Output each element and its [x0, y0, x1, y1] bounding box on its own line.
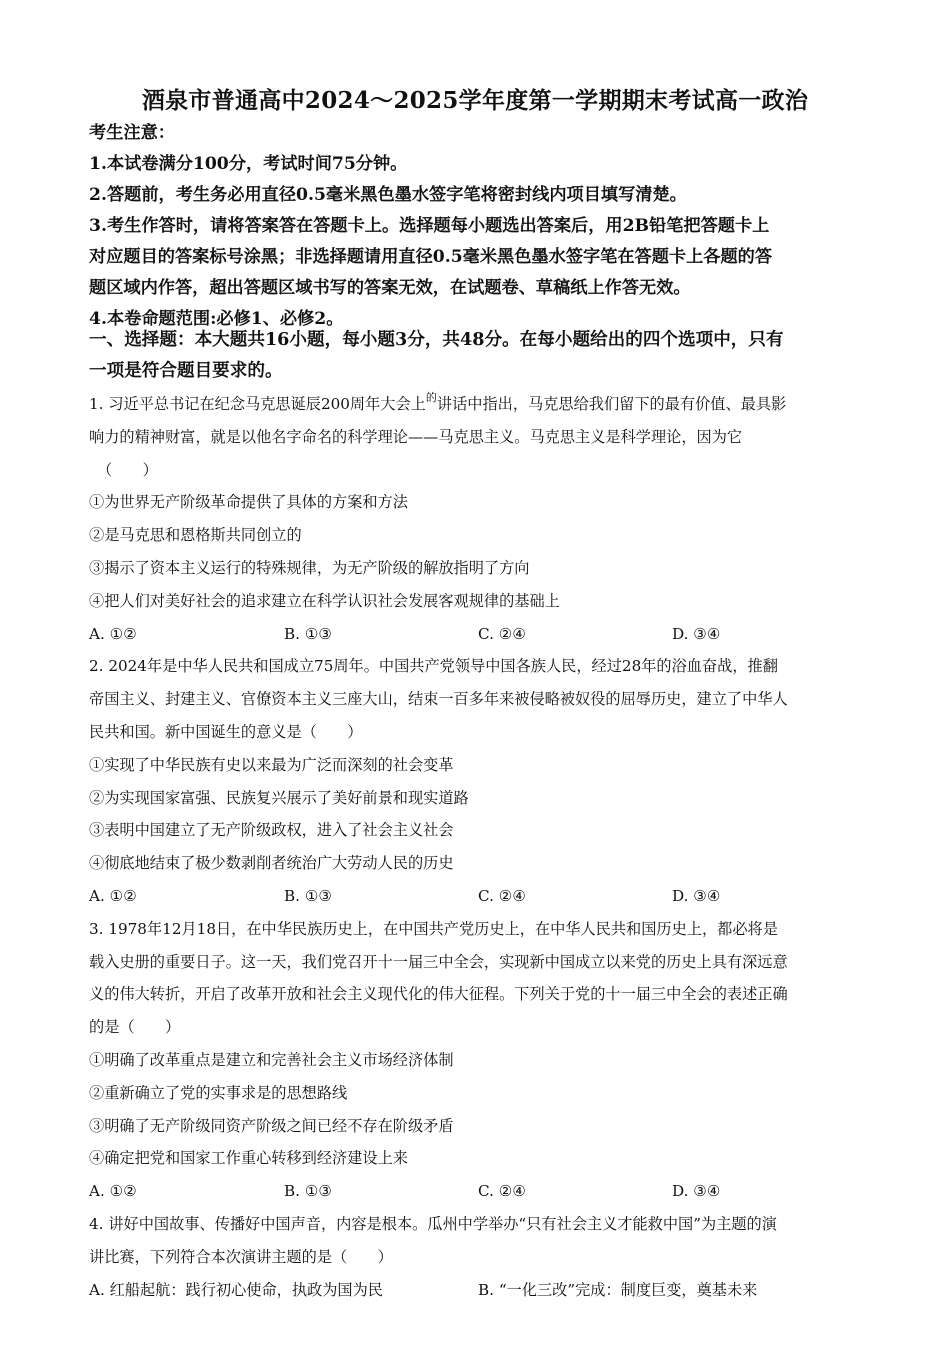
option-c: C. ②④ [478, 624, 526, 643]
section-line: 一项是符合题目要求的。 [89, 360, 283, 381]
question-item: ①明确了改革重点是建立和完善社会主义市场经济体制 [89, 1050, 454, 1069]
question-item: ②是马克思和恩格斯共同创立的 [89, 526, 302, 545]
question-list [89, 388, 864, 1306]
question-stem-line: 讲比赛，下列符合本次演讲主题的是（ ） [89, 1247, 393, 1266]
question-stem-line: 4. 讲好中国故事、传播好中国声音，内容是根本。瓜州中学举办“只有社会主义才能救中国”为主题的演 [89, 1214, 777, 1233]
question-stem-line: 义的伟大转折，开启了改革开放和社会主义现代化的伟大征程。下列关于党的十一届三中全会的表述正确 [89, 985, 788, 1004]
notice-heading: 考生注意： [89, 123, 175, 143]
question-item: ④彻底地结束了极少数剥削者统治广大劳动人民的历史 [89, 854, 454, 873]
question-item: ②重新确立了党的实事求是的思想路线 [89, 1083, 348, 1102]
exam-title: 酒泉市普通高中2024～2025学年度第一学期期末考试高一政治 [141, 87, 809, 114]
question-stem-line: 载入史册的重要日子。这一天，我们党召开十一届三中全会，实现新中国成立以来党的历史上具有深远意 [89, 952, 788, 971]
question-stem-line: 响力的精神财富，就是以他名字命名的科学理论——马克思主义。马克思主义是科学理论，因为它 [89, 427, 743, 446]
question-stem-line: 民共和国。新中国诞生的意义是（ ） [89, 722, 363, 741]
notice-line: 对应题目的答案标号涂黑；非选择题请用直径0.5毫米黑色墨水签字笔在答题卡上各题的答 [89, 247, 773, 267]
stem-part: 讲话中指出，马克思给我们留下的最有价值、最具影 [436, 395, 787, 413]
notice-line: 题区域内作答，超出答题区域书写的答案无效，在试题卷、草稿纸上作答无效。 [89, 278, 691, 298]
question-item: ③明确了无产阶级同资产阶级之间已经不存在阶级矛盾 [89, 1116, 454, 1135]
notice-line: 2.答题前，考生务必用直径0.5毫米黑色墨水签字笔将密封线内项目填写清楚。 [89, 185, 687, 205]
option-a: A. ①② [89, 886, 137, 905]
question-item: ③揭示了资本主义运行的特殊规律，为无产阶级的解放指明了方向 [89, 558, 530, 577]
question-item: ①实现了中华民族有史以来最为广泛而深刻的社会变革 [89, 755, 454, 774]
option-b: B. “一化三改”完成：制度巨变，奠基未来 [478, 1280, 758, 1299]
question-4 [89, 1208, 864, 1306]
answer-options [89, 1175, 864, 1208]
question-stem-line: 2. 2024年是中华人民共和国成立75周年。中国共产党领导中国各族人民，经过28年的浴血奋战，推翻 [89, 657, 778, 676]
question-stem-line: 的是（ ） [89, 1018, 181, 1037]
option-b: B. ①③ [284, 624, 333, 643]
option-a: A. 红船起航：践行初心使命，执政为国为民 [89, 1280, 383, 1299]
section-line: 一、选择题：本大题共16小题，每小题3分，共48分。在每小题给出的四个选项中，只有 [89, 329, 784, 350]
notice-line: 3.考生作答时，请将答案答在答题卡上。选择题每小题选出答案后，用2B铅笔把答题卡上 [89, 216, 770, 236]
option-b: B. ①③ [284, 1182, 333, 1201]
option-d: D. ③④ [672, 624, 721, 643]
question-1 [89, 388, 864, 650]
question-stem-line [89, 388, 864, 421]
option-b: B. ①③ [284, 886, 333, 905]
stem-superscript: 的 [425, 391, 437, 404]
option-a: A. ①② [89, 624, 137, 643]
question-item: ①为世界无产阶级革命提供了具体的方案和方法 [89, 493, 408, 512]
answer-blank: （ ） [97, 460, 158, 479]
question-item: ③表明中国建立了无产阶级政权，进入了社会主义社会 [89, 821, 454, 840]
question-item: ④把人们对美好社会的追求建立在科学认识社会发展客观规律的基础上 [89, 591, 560, 610]
option-a: A. ①② [89, 1182, 137, 1201]
question-2 [89, 650, 864, 912]
question-item: ④确定把党和国家工作重心转移到经济建设上来 [89, 1149, 408, 1168]
answer-options [89, 1274, 864, 1307]
question-3 [89, 913, 864, 1208]
exam-notice [89, 118, 879, 335]
answer-options [89, 618, 864, 651]
option-c: C. ②④ [478, 886, 526, 905]
option-d: D. ③④ [672, 1182, 721, 1201]
notice-line: 1.本试卷满分100分，考试时间75分钟。 [89, 154, 408, 174]
question-item: ②为实现国家富强、民族复兴展示了美好前景和现实道路 [89, 788, 469, 807]
stem-part: 1. 习近平总书记在纪念马克思诞辰200周年大会上 [89, 395, 426, 413]
notice-line: 4.本卷命题范围:必修1、必修2。 [89, 309, 344, 329]
question-stem-line: 帝国主义、封建主义、官僚资本主义三座大山，结束一百多年来被侵略被奴役的屈辱历史，建立了中华人 [89, 690, 788, 709]
option-d: D. ③④ [672, 886, 721, 905]
answer-options [89, 880, 864, 913]
option-c: C. ②④ [478, 1182, 526, 1201]
question-stem-line: 3. 1978年12月18日，在中华民族历史上，在中国共产党历史上，在中华人民共和国历史上，都必将是 [89, 919, 778, 938]
section-heading [89, 324, 879, 386]
